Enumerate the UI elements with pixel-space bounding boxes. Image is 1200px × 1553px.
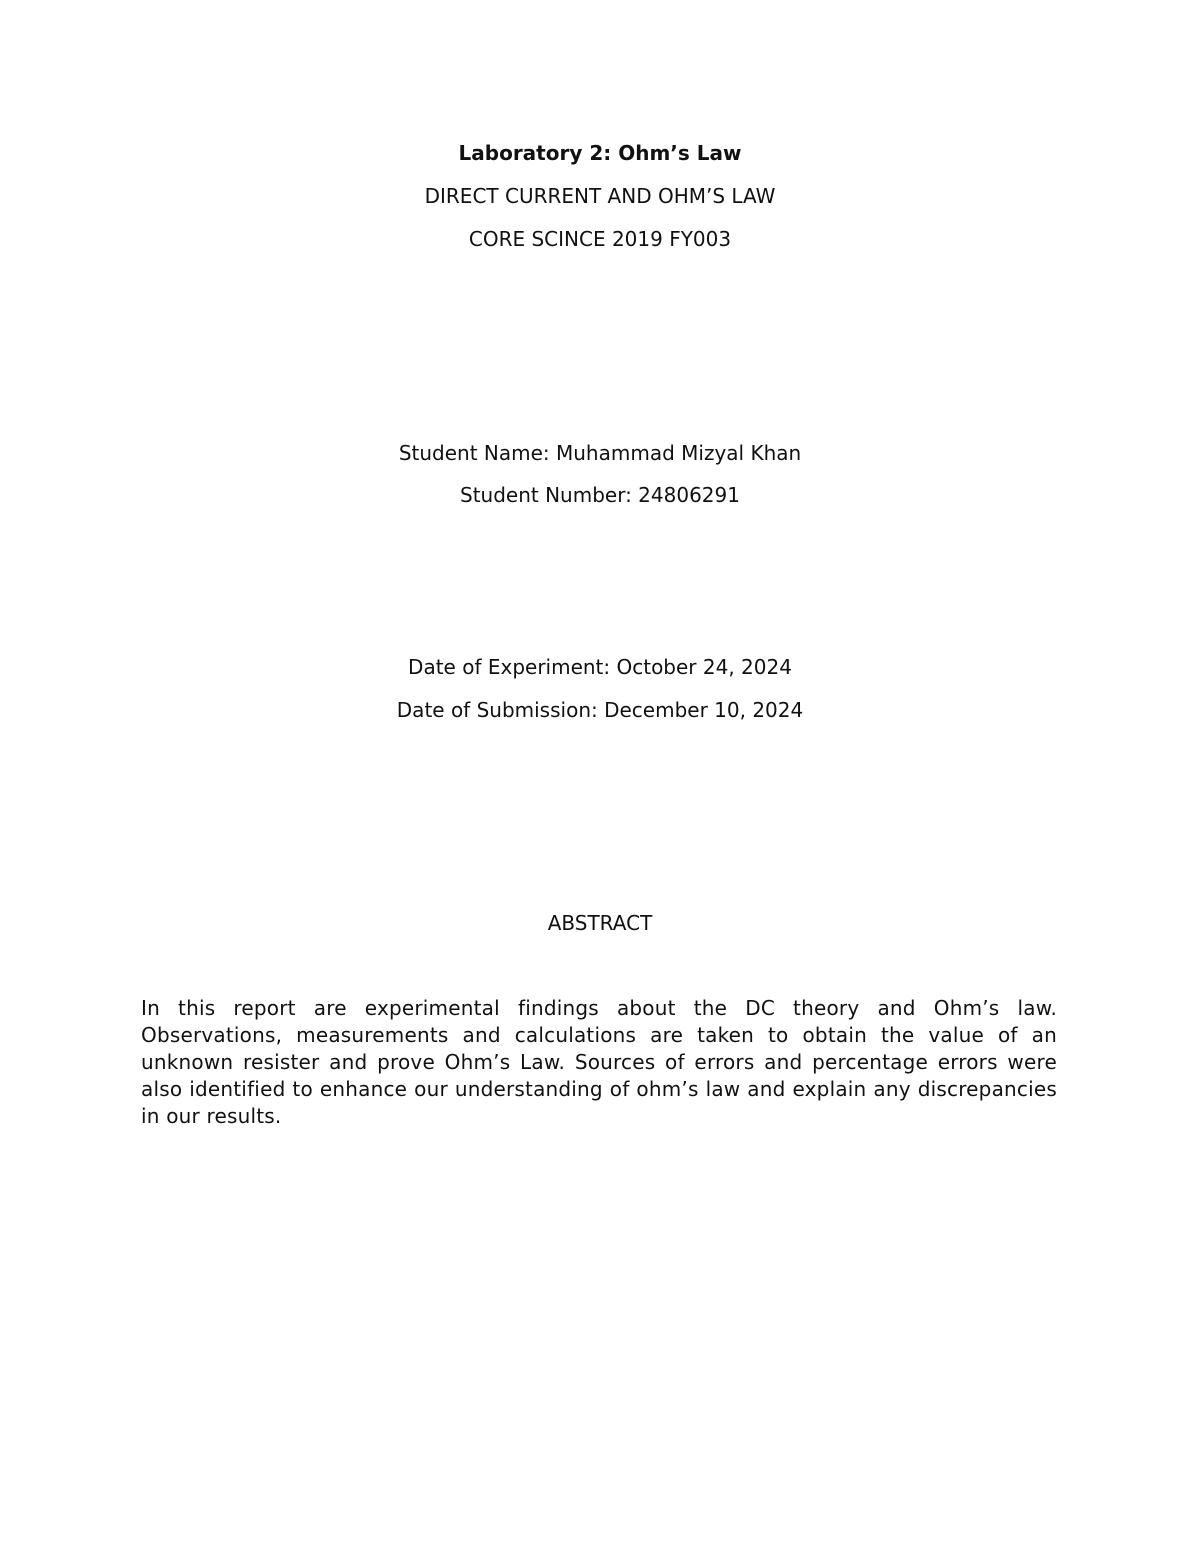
student-number: Student Number: 24806291: [460, 483, 740, 507]
student-name: Student Name: Muhammad Mizyal Khan: [398, 441, 802, 465]
date-of-submission: Date of Submission: December 10, 2024: [396, 698, 804, 722]
report-title: Laboratory 2: Ohm’s Law: [458, 141, 742, 165]
abstract-heading: ABSTRACT: [547, 911, 653, 935]
course-code: CORE SCINCE 2019 FY003: [468, 227, 732, 251]
abstract-paragraph: In this report are experimental findings about the DC theory and Ohm’s law. Observations, measurements and calculations are taken to obtain the value of an unknown resister and prove Ohm’s Law. Sources of errors and percentage errors were also identified to enhance our understanding of ohm’s law and explain any discrepancies in our results.: [141, 996, 1057, 1128]
report-subtitle: DIRECT CURRENT AND OHM’S LAW: [424, 184, 776, 208]
date-of-experiment: Date of Experiment: October 24, 2024: [408, 655, 792, 679]
